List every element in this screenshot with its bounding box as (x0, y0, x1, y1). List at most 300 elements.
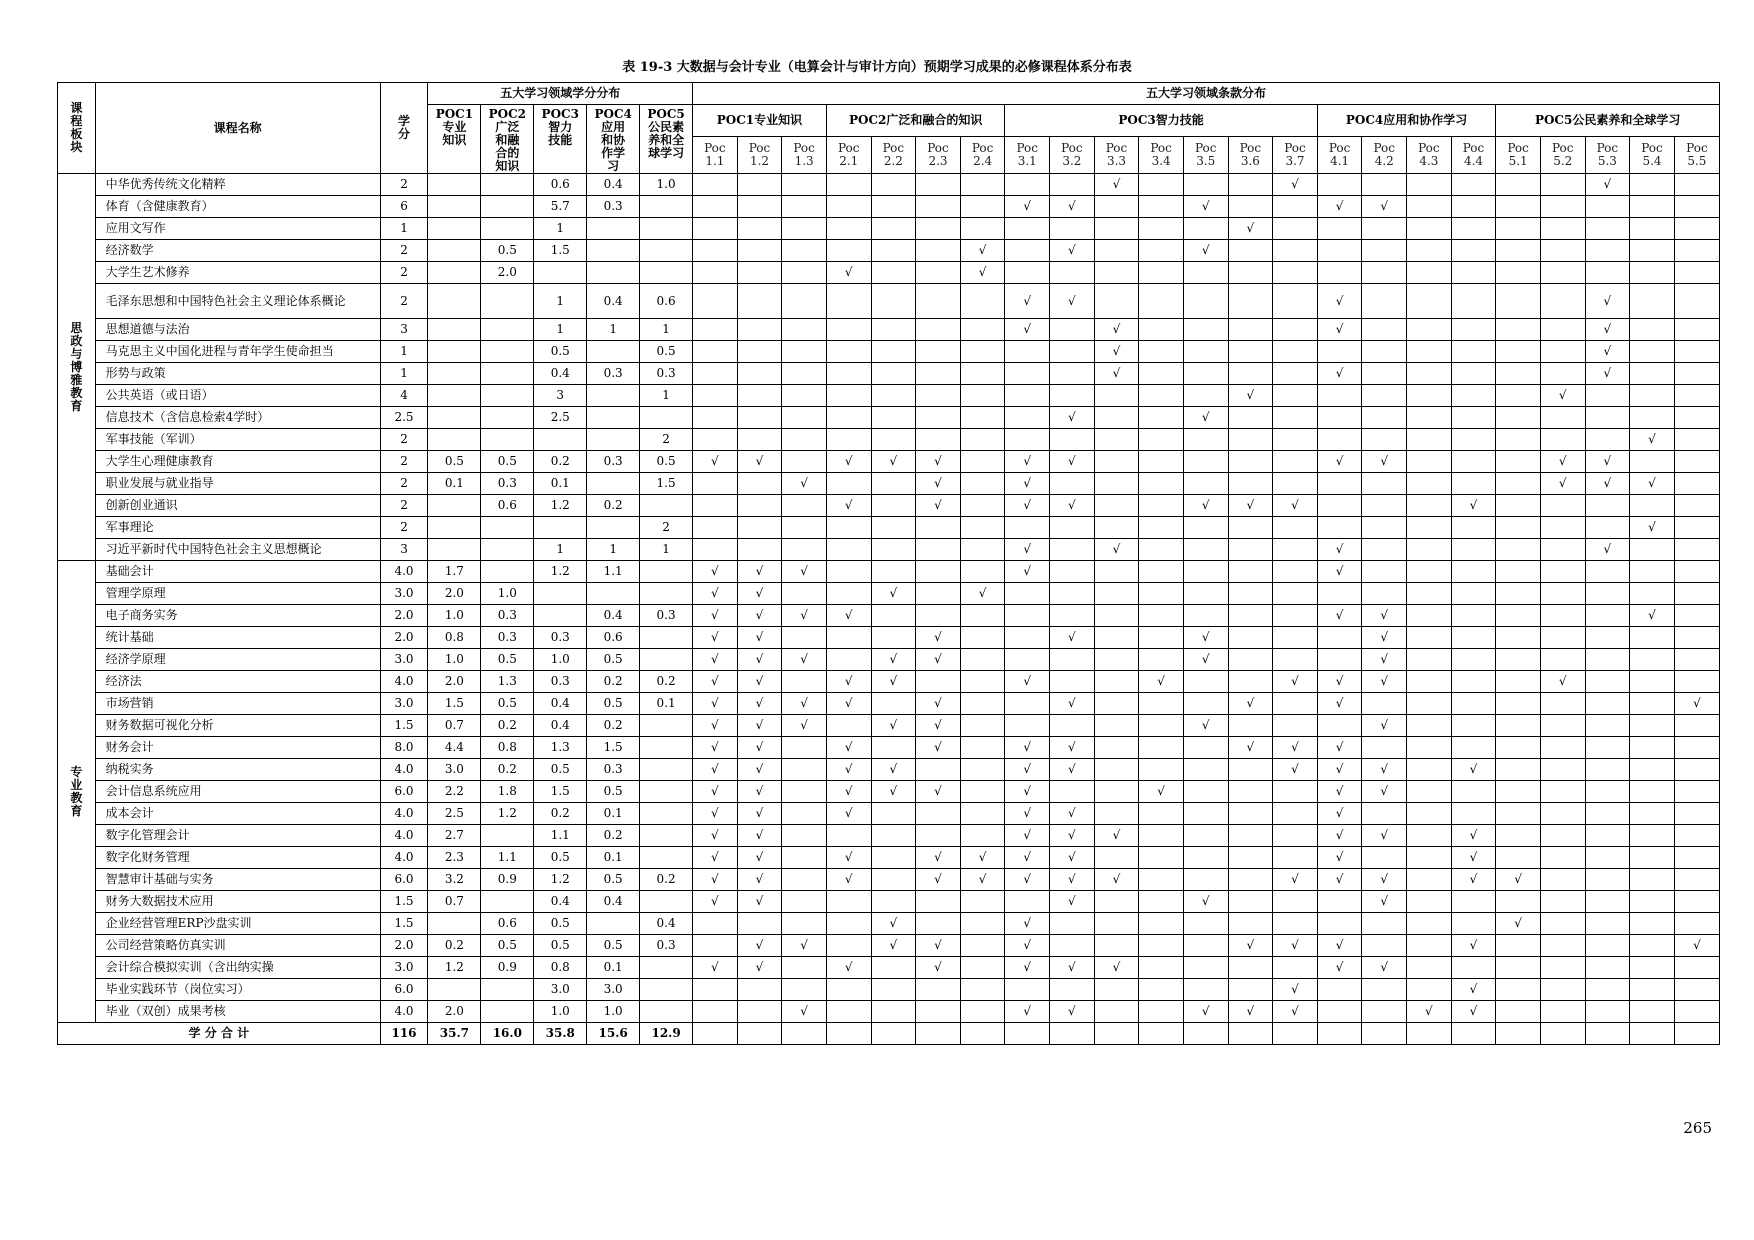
check-mark: √ (1050, 240, 1095, 262)
empty-cell (1674, 803, 1719, 825)
check-mark: √ (1317, 825, 1362, 847)
empty-cell (1496, 957, 1541, 979)
empty-cell (1139, 649, 1184, 671)
empty-cell (1674, 174, 1719, 196)
empty-cell (1139, 737, 1184, 759)
check-mark: √ (1496, 869, 1541, 891)
empty-cell (782, 196, 827, 218)
empty-cell (1496, 891, 1541, 913)
poc-credit: 5.7 (534, 196, 587, 218)
course-credit: 1 (380, 218, 428, 240)
check-mark: √ (1273, 759, 1318, 781)
empty-cell (782, 284, 827, 319)
empty-cell (1273, 451, 1318, 473)
check-mark: √ (1183, 891, 1228, 913)
empty-cell (737, 913, 782, 935)
poc-credit: 0.5 (481, 693, 534, 715)
empty-cell (1183, 671, 1228, 693)
empty-cell (871, 517, 916, 539)
poc-credit: 0.2 (481, 715, 534, 737)
empty-cell (1451, 262, 1496, 284)
credit-header: 学 分 (380, 83, 428, 174)
empty-cell (1228, 341, 1273, 363)
empty-cell (1228, 284, 1273, 319)
empty-cell (1496, 627, 1541, 649)
empty-cell (782, 583, 827, 605)
check-mark: √ (782, 473, 827, 495)
poc-credit: 1.0 (587, 1001, 640, 1023)
check-mark: √ (1050, 693, 1095, 715)
check-mark: √ (693, 847, 738, 869)
empty-cell (1407, 759, 1452, 781)
total-poc-credit: 35.8 (534, 1023, 587, 1045)
empty-cell (1183, 957, 1228, 979)
poc-credit (428, 517, 481, 539)
poc-credit: 0.5 (534, 913, 587, 935)
check-mark: √ (1362, 627, 1407, 649)
empty-cell (1273, 473, 1318, 495)
check-mark: √ (1094, 539, 1139, 561)
empty-cell (1630, 284, 1675, 319)
empty-cell (1496, 561, 1541, 583)
check-mark: √ (871, 759, 916, 781)
check-mark: √ (1183, 649, 1228, 671)
course-name: 习近平新时代中国特色社会主义思想概论 (95, 539, 380, 561)
poc-credit (587, 583, 640, 605)
check-mark: √ (1317, 319, 1362, 341)
empty-cell (1451, 1023, 1496, 1045)
poc-credit: 3.0 (587, 979, 640, 1001)
check-mark: √ (1183, 1001, 1228, 1023)
empty-cell (1540, 341, 1585, 363)
empty-cell (826, 517, 871, 539)
poc-credit: 0.3 (587, 451, 640, 473)
empty-cell (1183, 605, 1228, 627)
empty-cell (960, 284, 1005, 319)
check-mark: √ (1451, 825, 1496, 847)
empty-cell (782, 539, 827, 561)
check-mark: √ (693, 891, 738, 913)
poc-credit: 0.5 (534, 341, 587, 363)
empty-cell (782, 627, 827, 649)
empty-cell (960, 561, 1005, 583)
empty-cell (1585, 561, 1630, 583)
check-mark: √ (737, 715, 782, 737)
empty-cell (1273, 1023, 1318, 1045)
check-mark: √ (916, 473, 961, 495)
page-number: 265 (1683, 1119, 1712, 1137)
empty-cell (693, 473, 738, 495)
poc-credit: 1.2 (481, 803, 534, 825)
empty-cell (1183, 979, 1228, 1001)
empty-cell (826, 649, 871, 671)
empty-cell (1050, 715, 1095, 737)
table-row (58, 429, 1720, 451)
check-mark: √ (1674, 935, 1719, 957)
table-row (58, 869, 1720, 891)
empty-cell (1630, 174, 1675, 196)
empty-cell (1407, 627, 1452, 649)
empty-cell (1050, 781, 1095, 803)
empty-cell (737, 1001, 782, 1023)
empty-cell (1050, 561, 1095, 583)
poc-credit (640, 196, 693, 218)
empty-cell (960, 174, 1005, 196)
empty-cell (1451, 385, 1496, 407)
poc-credit: 0.2 (587, 495, 640, 517)
table-row (58, 451, 1720, 473)
empty-cell (1407, 284, 1452, 319)
poc-credit (428, 539, 481, 561)
table-row (58, 363, 1720, 385)
empty-cell (1317, 913, 1362, 935)
course-name: 军事技能（军训） (95, 429, 380, 451)
empty-cell (1005, 891, 1050, 913)
empty-cell (960, 451, 1005, 473)
empty-cell (1228, 803, 1273, 825)
poc-credit: 0.3 (640, 935, 693, 957)
course-credit: 2.0 (380, 605, 428, 627)
empty-cell (1139, 847, 1184, 869)
empty-cell (1094, 605, 1139, 627)
empty-cell (960, 693, 1005, 715)
empty-cell (1407, 847, 1452, 869)
poc-credit (534, 583, 587, 605)
empty-cell (871, 1001, 916, 1023)
empty-cell (1050, 385, 1095, 407)
course-name: 智慧审计基础与实务 (95, 869, 380, 891)
poc-credit: 1.2 (428, 957, 481, 979)
empty-cell (1183, 284, 1228, 319)
poc-credit: 1.2 (534, 561, 587, 583)
empty-cell (737, 1023, 782, 1045)
empty-cell (960, 429, 1005, 451)
empty-cell (1674, 957, 1719, 979)
empty-cell (1050, 913, 1095, 935)
empty-cell (1139, 385, 1184, 407)
check-mark: √ (1094, 174, 1139, 196)
empty-cell (960, 825, 1005, 847)
check-mark: √ (693, 715, 738, 737)
check-mark: √ (737, 561, 782, 583)
empty-cell (1451, 693, 1496, 715)
check-mark: √ (1005, 913, 1050, 935)
empty-cell (826, 627, 871, 649)
poc-credit (481, 341, 534, 363)
empty-cell (1674, 869, 1719, 891)
empty-cell (1139, 429, 1184, 451)
empty-cell (1630, 1001, 1675, 1023)
empty-cell (1094, 693, 1139, 715)
empty-cell (1630, 671, 1675, 693)
empty-cell (1094, 1001, 1139, 1023)
empty-cell (1496, 715, 1541, 737)
empty-cell (1228, 869, 1273, 891)
empty-cell (1139, 935, 1184, 957)
empty-cell (1317, 1001, 1362, 1023)
empty-cell (737, 240, 782, 262)
empty-cell (1139, 363, 1184, 385)
empty-cell (1183, 385, 1228, 407)
empty-cell (1451, 319, 1496, 341)
course-name: 经济法 (95, 671, 380, 693)
poc-credit: 0.5 (587, 649, 640, 671)
empty-cell (737, 385, 782, 407)
empty-cell (1451, 891, 1496, 913)
empty-cell (1407, 781, 1452, 803)
empty-cell (916, 759, 961, 781)
empty-cell (1139, 891, 1184, 913)
empty-cell (693, 495, 738, 517)
check-mark: √ (1050, 1001, 1095, 1023)
course-name: 市场营销 (95, 693, 380, 715)
empty-cell (1540, 363, 1585, 385)
course-credit: 4.0 (380, 825, 428, 847)
poc-credit: 1 (534, 284, 587, 319)
empty-cell (693, 429, 738, 451)
check-mark: √ (1362, 759, 1407, 781)
empty-cell (1630, 935, 1675, 957)
empty-cell (960, 957, 1005, 979)
poc-credit: 0.4 (587, 891, 640, 913)
empty-cell (1540, 715, 1585, 737)
check-mark: √ (1228, 495, 1273, 517)
empty-cell (871, 627, 916, 649)
poc-credit: 0.4 (587, 284, 640, 319)
empty-cell (871, 825, 916, 847)
poc-item-header: Poc 3.6 (1228, 136, 1273, 173)
check-mark: √ (1362, 451, 1407, 473)
empty-cell (782, 671, 827, 693)
poc-credit: 1.8 (481, 781, 534, 803)
empty-cell (1407, 196, 1452, 218)
empty-cell (1496, 284, 1541, 319)
course-name: 大学生心理健康教育 (95, 451, 380, 473)
check-mark: √ (916, 693, 961, 715)
empty-cell (1317, 240, 1362, 262)
empty-cell (1630, 847, 1675, 869)
poc-group-header: POC5公民素养和全球学习 (1496, 105, 1720, 137)
empty-cell (916, 429, 961, 451)
check-mark: √ (693, 737, 738, 759)
empty-cell (960, 495, 1005, 517)
poc-credit: 1 (534, 319, 587, 341)
empty-cell (1630, 341, 1675, 363)
poc-credit: 1.0 (534, 649, 587, 671)
empty-cell (1630, 363, 1675, 385)
course-credit: 3 (380, 539, 428, 561)
empty-cell (1228, 649, 1273, 671)
check-mark: √ (693, 561, 738, 583)
empty-cell (1540, 262, 1585, 284)
poc-credit: 0.3 (481, 473, 534, 495)
course-credit: 2 (380, 262, 428, 284)
empty-cell (1451, 341, 1496, 363)
check-mark: √ (1228, 693, 1273, 715)
check-mark: √ (871, 913, 916, 935)
empty-cell (1273, 385, 1318, 407)
empty-cell (871, 957, 916, 979)
empty-cell (916, 583, 961, 605)
empty-cell (1362, 218, 1407, 240)
check-mark: √ (1540, 473, 1585, 495)
empty-cell (1451, 363, 1496, 385)
empty-cell (1228, 539, 1273, 561)
course-credit: 1.5 (380, 715, 428, 737)
empty-cell (1094, 196, 1139, 218)
empty-cell (737, 174, 782, 196)
empty-cell (1228, 759, 1273, 781)
empty-cell (1139, 803, 1184, 825)
empty-cell (1540, 957, 1585, 979)
empty-cell (1407, 218, 1452, 240)
empty-cell (693, 341, 738, 363)
empty-cell (1362, 240, 1407, 262)
empty-cell (1585, 671, 1630, 693)
poc-credit: 1.0 (428, 649, 481, 671)
check-mark: √ (1183, 240, 1228, 262)
poc-credit: 0.5 (481, 451, 534, 473)
empty-cell (1407, 869, 1452, 891)
poc-credit: 0.3 (481, 605, 534, 627)
empty-cell (1585, 737, 1630, 759)
check-mark: √ (1362, 671, 1407, 693)
check-mark: √ (782, 605, 827, 627)
empty-cell (1496, 759, 1541, 781)
empty-cell (1050, 174, 1095, 196)
empty-cell (1139, 759, 1184, 781)
empty-cell (960, 1001, 1005, 1023)
empty-cell (1094, 759, 1139, 781)
empty-cell (782, 979, 827, 1001)
empty-cell (916, 262, 961, 284)
poc-item-header: Poc 4.1 (1317, 136, 1362, 173)
empty-cell (1407, 649, 1452, 671)
check-mark: √ (1273, 979, 1318, 1001)
empty-cell (737, 517, 782, 539)
check-mark: √ (960, 869, 1005, 891)
empty-cell (826, 174, 871, 196)
empty-cell (826, 341, 871, 363)
poc-credit: 0.2 (534, 803, 587, 825)
course-name: 财务大数据技术应用 (95, 891, 380, 913)
poc-credit (640, 495, 693, 517)
empty-cell (1451, 473, 1496, 495)
empty-cell (1139, 627, 1184, 649)
empty-cell (1496, 583, 1541, 605)
empty-cell (1496, 174, 1541, 196)
empty-cell (1273, 319, 1318, 341)
empty-cell (1005, 174, 1050, 196)
empty-cell (826, 218, 871, 240)
item-distribution-header: 五大学习领域条款分布 (693, 83, 1720, 105)
empty-cell (1451, 284, 1496, 319)
empty-cell (1094, 979, 1139, 1001)
check-mark: √ (826, 781, 871, 803)
check-mark: √ (826, 262, 871, 284)
empty-cell (782, 913, 827, 935)
empty-cell (693, 935, 738, 957)
credit-col-header: POC3 智力 技能 (534, 105, 587, 174)
empty-cell (782, 781, 827, 803)
poc-credit: 1.5 (534, 240, 587, 262)
course-name: 体育（含健康教育） (95, 196, 380, 218)
poc-credit (428, 284, 481, 319)
empty-cell (693, 913, 738, 935)
empty-cell (1451, 957, 1496, 979)
empty-cell (1317, 517, 1362, 539)
empty-cell (1674, 605, 1719, 627)
empty-cell (916, 539, 961, 561)
poc-credit: 0.5 (481, 240, 534, 262)
course-name: 职业发展与就业指导 (95, 473, 380, 495)
poc-credit: 0.5 (587, 693, 640, 715)
empty-cell (1496, 473, 1541, 495)
poc-credit: 0.3 (534, 671, 587, 693)
empty-cell (1050, 1023, 1095, 1045)
empty-cell (1407, 1023, 1452, 1045)
check-mark: √ (693, 583, 738, 605)
table-row (58, 517, 1720, 539)
empty-cell (1496, 196, 1541, 218)
empty-cell (1183, 869, 1228, 891)
check-mark: √ (693, 649, 738, 671)
empty-cell (1362, 847, 1407, 869)
check-mark: √ (1585, 473, 1630, 495)
check-mark: √ (1050, 847, 1095, 869)
empty-cell (1674, 473, 1719, 495)
empty-cell (1451, 715, 1496, 737)
poc-credit (481, 218, 534, 240)
poc-item-header: Poc 1.1 (693, 136, 738, 173)
header-row-1 (58, 83, 1720, 105)
empty-cell (1674, 759, 1719, 781)
empty-cell (916, 891, 961, 913)
poc-credit: 0.2 (640, 671, 693, 693)
empty-cell (1540, 759, 1585, 781)
empty-cell (1496, 847, 1541, 869)
poc-credit (640, 715, 693, 737)
empty-cell (1362, 385, 1407, 407)
course-name: 电子商务实务 (95, 605, 380, 627)
poc-credit: 0.4 (534, 693, 587, 715)
poc-credit: 0.4 (587, 174, 640, 196)
empty-cell (960, 803, 1005, 825)
empty-cell (960, 913, 1005, 935)
table-row (58, 627, 1720, 649)
empty-cell (1630, 561, 1675, 583)
empty-cell (1273, 847, 1318, 869)
empty-cell (1139, 196, 1184, 218)
course-credit: 3.0 (380, 649, 428, 671)
empty-cell (1496, 605, 1541, 627)
empty-cell (1540, 561, 1585, 583)
empty-cell (693, 407, 738, 429)
empty-cell (1630, 759, 1675, 781)
empty-cell (1362, 1023, 1407, 1045)
empty-cell (1451, 539, 1496, 561)
empty-cell (1674, 196, 1719, 218)
check-mark: √ (960, 847, 1005, 869)
table-row (58, 649, 1720, 671)
empty-cell (1540, 913, 1585, 935)
module-label: 专 业 教 育 (58, 561, 96, 1023)
empty-cell (1273, 539, 1318, 561)
poc-credit (481, 517, 534, 539)
empty-cell (960, 218, 1005, 240)
poc-credit: 0.7 (428, 891, 481, 913)
course-credit: 4.0 (380, 671, 428, 693)
